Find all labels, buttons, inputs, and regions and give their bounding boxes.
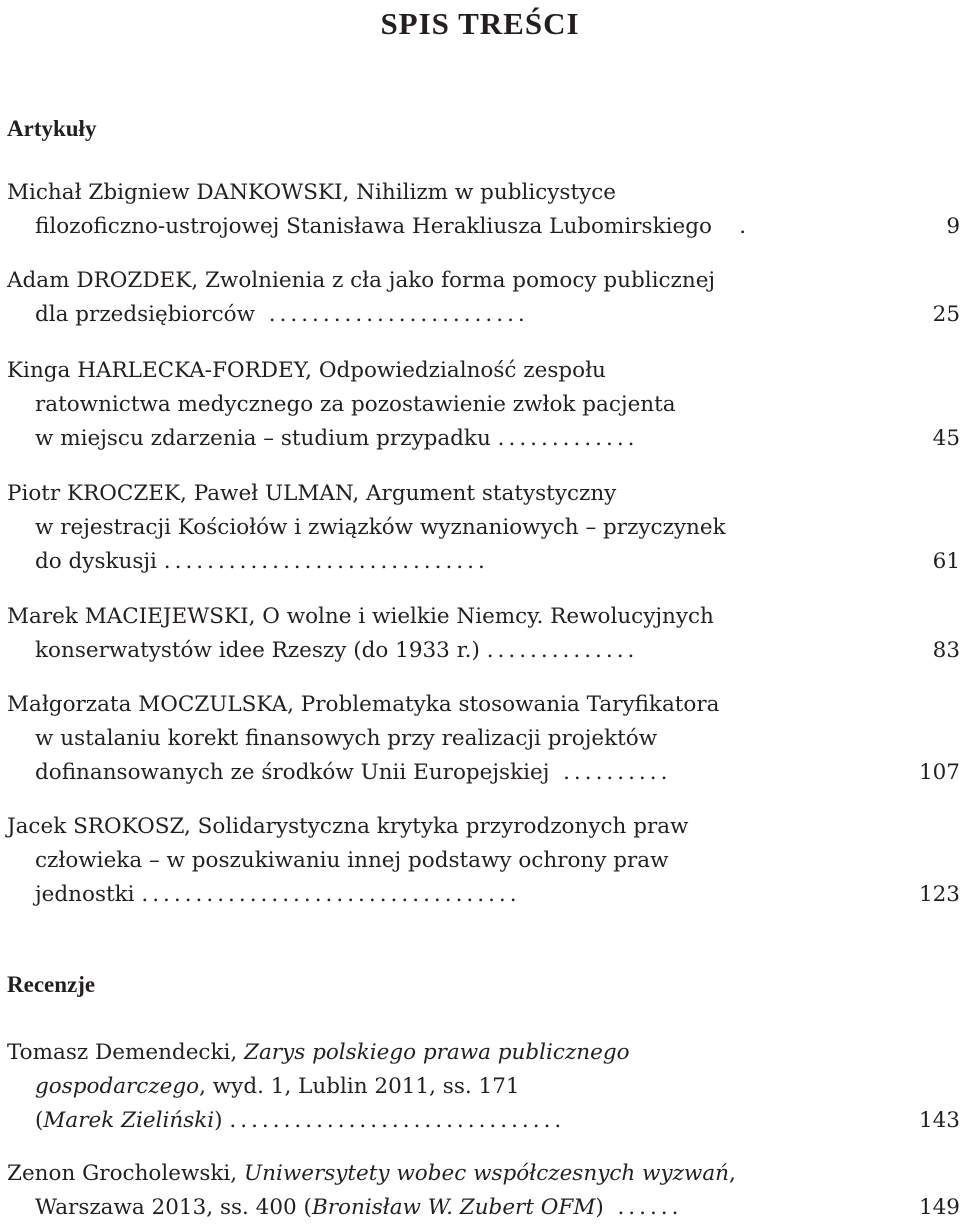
dot-leader: ..............................: [163, 549, 489, 574]
toc-entry-drozdek[interactable]: [7, 264, 960, 332]
entry-line: Piotr KROCZEK, Paweł ULMAN, Argument statystyczny: [7, 481, 617, 506]
reviewer-close: ): [214, 1108, 223, 1133]
entry-line-last: [7, 210, 960, 244]
entry-line: człowieka – w poszukiwaniu innej podstawy ochrony praw: [35, 848, 669, 873]
entry-line: Michał Zbigniew DANKOWSKI, Nihilizm w publicystyce: [7, 180, 617, 205]
entry-line-text: do dyskusji: [35, 549, 157, 574]
entry-line: Adam DROZDEK, Zwolnienia z cła jako forma pomocy publicznej: [7, 268, 716, 293]
entry-line: ratownictwa medycznego za pozostawienie zwłok pacjenta: [35, 392, 676, 417]
entry-line-last: [7, 545, 960, 579]
title-suffix: ,: [729, 1161, 736, 1186]
dot-leader: ......: [617, 1195, 683, 1220]
page-number: 9: [946, 214, 960, 239]
toc-entry-kroczek-ulman[interactable]: [7, 477, 960, 579]
dot-leader: ........................: [268, 302, 529, 327]
entry-line-last: [7, 756, 960, 790]
entry-line: Kinga HARLECKA-FORDEY, Odpowiedzialność zespołu: [7, 358, 606, 383]
entry-line: Małgorzata MOCZULSKA, Problematyka stosowania Taryfikatora: [7, 692, 720, 717]
dot-leader: .............: [497, 426, 639, 451]
toc-entry-review-grocholewski[interactable]: [7, 1157, 960, 1225]
dot-leader: ..........: [563, 760, 672, 785]
dot-leader: ...............................: [229, 1108, 566, 1133]
dot-leader: .: [739, 214, 751, 239]
section-heading-articles: Artykuły: [7, 116, 97, 141]
entry-line-last: [7, 634, 960, 668]
toc-entry-maciejewski[interactable]: [7, 600, 960, 668]
toc-entry-moczulska[interactable]: [7, 688, 960, 790]
reviewer-close: ): [595, 1195, 604, 1220]
page-number: 83: [932, 638, 960, 663]
entry-line-text: dla przedsiębiorców: [35, 302, 256, 327]
entry-line-text: dofinansowanych ze środków Unii Europejskiej: [35, 760, 550, 785]
entry-line-text: filozoficzno-ustrojowej Stanisława Herakliusza Lubomirskiego: [35, 214, 712, 239]
dot-leader: ..............: [486, 638, 639, 663]
review-book-title-cont: gospodarczego: [35, 1074, 200, 1099]
page-title: SPIS TREŚCI: [380, 6, 580, 41]
dot-leader: ...................................: [141, 882, 521, 907]
review-author: Zenon Grocholewski,: [7, 1161, 244, 1186]
reviewer-open: (: [35, 1108, 44, 1133]
entry-line-last: [7, 298, 960, 332]
reviewer-name: Marek Zieliński: [43, 1108, 215, 1133]
review-details: Warszawa 2013, ss. 400 (: [35, 1195, 312, 1220]
page-number: 143: [918, 1108, 960, 1133]
reviewer-name: Bronisław W. Zubert OFM: [311, 1195, 596, 1220]
page-number: 45: [932, 426, 960, 451]
entry-line: Marek MACIEJEWSKI, O wolne i wielkie Niemcy. Rewolucyjnych: [7, 604, 714, 629]
review-author: Tomasz Demendecki,: [7, 1040, 245, 1065]
page-number: 149: [918, 1195, 960, 1220]
entry-line-last: [7, 1191, 960, 1225]
review-book-title: Uniwersytety wobec współczesnych wyzwań: [243, 1161, 730, 1186]
entry-line: Jacek SROKOSZ, Solidarystyczna krytyka przyrodzonych praw: [7, 814, 689, 839]
review-details: , wyd. 1, Lublin 2011, ss. 171: [199, 1074, 520, 1099]
page-number: 107: [918, 760, 960, 785]
entry-line: [7, 1157, 960, 1191]
page-number: 123: [918, 882, 960, 907]
entry-line: w rejestracji Kościołów i związków wyznaniowych – przyczynek: [35, 515, 726, 540]
entry-line-text: w miejscu zdarzenia – studium przypadku: [35, 426, 491, 451]
toc-entry-srokosz[interactable]: [7, 810, 960, 912]
entry-line: [7, 1036, 960, 1070]
page-number: 25: [932, 302, 960, 327]
toc-entry-harlecka-fordey[interactable]: [7, 354, 960, 456]
section-heading-reviews: Recenzje: [7, 972, 96, 997]
review-book-title: Zarys polskiego prawa publicznego: [244, 1040, 630, 1065]
toc-entry-review-demendecki[interactable]: [7, 1036, 960, 1138]
entry-line-text: konserwatystów idee Rzeszy (do 1933 r.): [35, 638, 480, 663]
page-number: 61: [932, 549, 960, 574]
toc-entry-dankowski[interactable]: [7, 176, 960, 244]
entry-line-last: [7, 1104, 960, 1138]
entry-line-last: [7, 878, 960, 912]
entry-line: w ustalaniu korekt finansowych przy realizacji projektów: [35, 726, 658, 751]
entry-line-last: [7, 422, 960, 456]
entry-line-text: jednostki: [35, 882, 135, 907]
entry-line: [7, 1070, 960, 1104]
